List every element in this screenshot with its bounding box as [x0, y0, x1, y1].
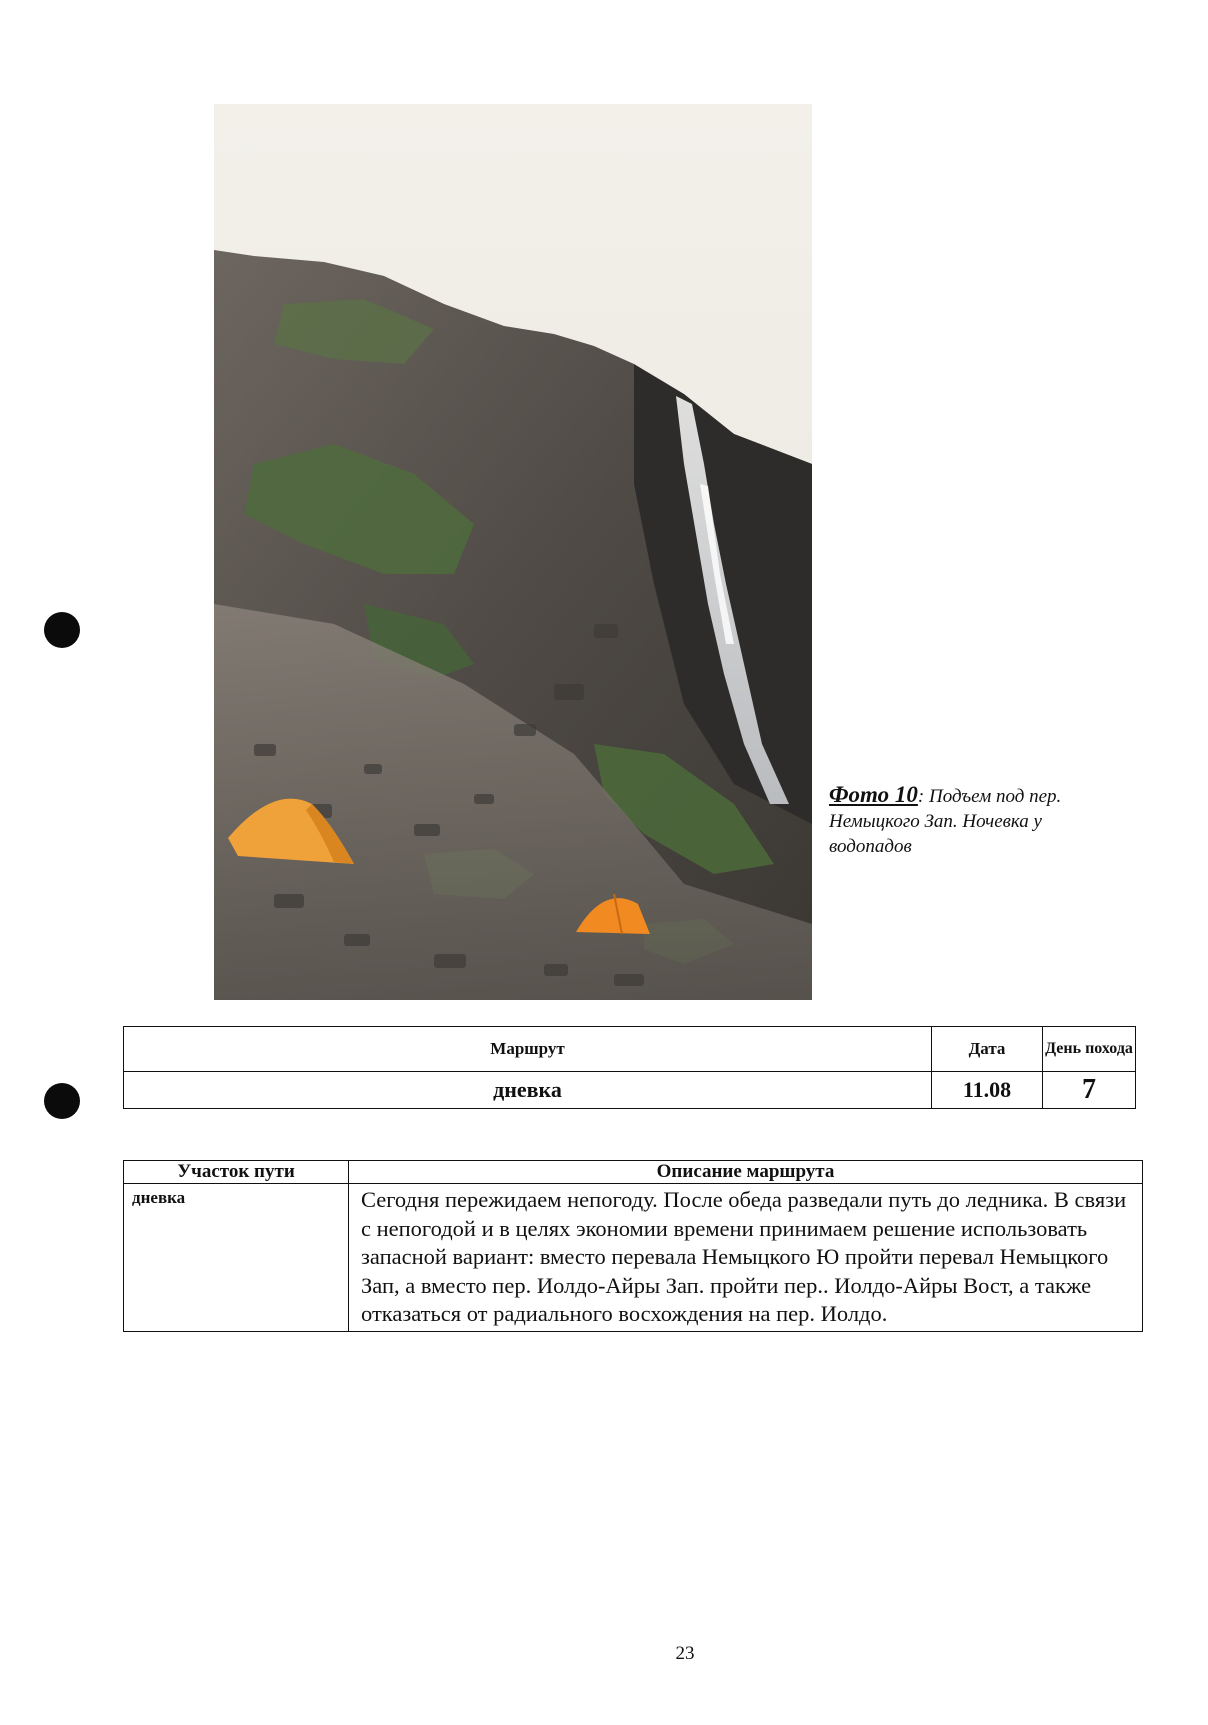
segment-header: Участок пути	[124, 1161, 349, 1184]
segment-cell: дневка	[124, 1184, 349, 1332]
punch-hole-bottom	[44, 1083, 80, 1119]
date-cell: 11.08	[932, 1072, 1043, 1109]
route-table-row	[124, 1072, 1136, 1109]
description-table-row	[124, 1184, 1143, 1332]
description-table	[123, 1160, 1143, 1332]
description-header: Описание маршрута	[349, 1161, 1143, 1184]
page-number: 23	[675, 1643, 695, 1664]
route-table	[123, 1026, 1136, 1109]
caption-text: : Подъем под пер. Немыцкого Зап. Ночевка у водопадов	[829, 786, 1062, 857]
route-table-header-row	[124, 1027, 1136, 1072]
caption-label: Фото 10	[829, 782, 918, 807]
route-header: Маршрут	[124, 1027, 932, 1072]
photo-caption	[829, 782, 1129, 859]
description-cell: Сегодня пережидаем непогоду. После обеда разведали путь до ледника. В связи с непогодой и в целях экономии времени принимаем решение использовать запасной вариант: вместо перевала Немыцкого Ю пройти перевал Немыцкого Зап, а вместо пер. Иолдо-Айры Зап. пройти пер.. Иолдо-Айры Вост, а также отказаться от радиального восхождения на пер. Иолдо.	[349, 1184, 1143, 1332]
description-table-header-row	[124, 1161, 1143, 1184]
day-cell: 7	[1043, 1072, 1136, 1109]
day-header: День похода	[1043, 1027, 1136, 1072]
date-header: Дата	[932, 1027, 1043, 1072]
route-cell: дневка	[124, 1072, 932, 1109]
punch-hole-top	[44, 612, 80, 648]
photo-mountain-waterfall	[214, 104, 812, 1000]
